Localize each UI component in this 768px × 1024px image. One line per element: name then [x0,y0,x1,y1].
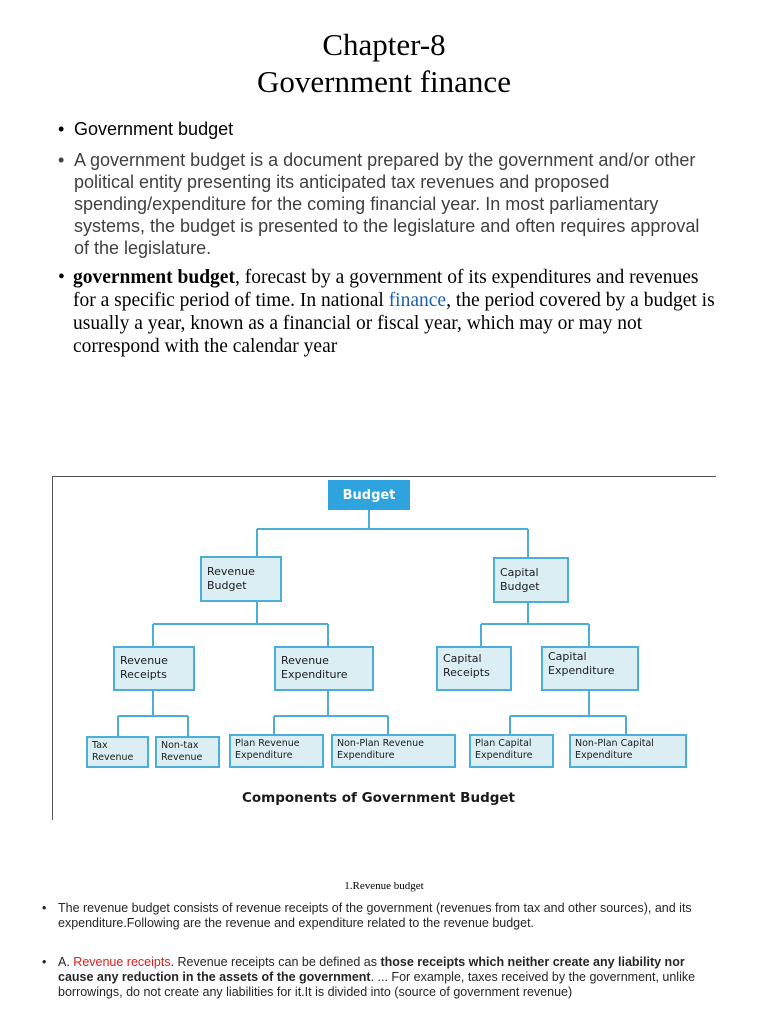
node-label: Non-tax Revenue [161,740,203,763]
node-label: Plan Revenue Expenditure [235,738,300,761]
bullet-budget-forecast [58,266,718,358]
bullet-revenue-budget [42,901,702,931]
node-label: Non-Plan Capital Expenditure [575,738,654,761]
diagram-caption: Components of Government Budget [242,790,516,806]
budget-tree-diagram [52,476,716,820]
node-revenue-expenditure [274,646,374,691]
bullet-dot: • [58,119,65,139]
node-plan-capital-expenditure [469,734,554,768]
finance-link[interactable]: finance [388,290,447,311]
section-heading: 1.Revenue budget [344,880,424,892]
node-label: Capital Budget [500,566,540,593]
node-tax-revenue [86,736,149,768]
node-label: Revenue Receipts [120,654,168,681]
bullet-government-budget [58,118,718,140]
highlighted-term: Revenue receipts [73,955,171,969]
node-label: Plan Capital Expenditure [475,738,533,761]
page-title [0,26,768,100]
node-label: Non-Plan Revenue Expenditure [337,738,424,761]
bullet-revenue-receipts [42,955,702,1000]
node-non-tax-revenue [155,736,220,768]
node-budget: Budget [328,480,410,510]
bullet-text: Government budget [74,119,234,139]
bullet-text [73,266,718,358]
node-label: Capital Expenditure [548,650,615,677]
bold-term: government budget [73,267,235,288]
bullet-dot: • [42,901,47,915]
bullet-dot: • [58,267,65,288]
bullet-budget-definition [58,149,718,259]
node-plan-revenue-expenditure [229,734,324,768]
node-revenue-budget [200,556,282,602]
node-capital-receipts [436,646,512,691]
bullet-text: A government budget is a document prepared by the government and/or other political entity presenting its anticipated tax revenues and proposed spending/expenditure for the coming financial year. In most parliamentary systems, the budget is presented to the legislature and often requires approval of the legislature. [74,150,700,258]
bullet-text: The revenue budget consists of revenue receipts of the government (revenues from tax and other sources), and its expenditure.Following are the revenue and expenditure related to the revenue budget. [58,901,692,930]
node-revenue-receipts [113,646,195,691]
node-capital-expenditure [541,646,639,691]
node-non-plan-capital-expenditure [569,734,687,768]
bullet-text [58,955,702,1000]
chapter-title: Government finance [257,64,511,99]
node-label: Revenue Budget [207,565,255,592]
bullet-dot: • [58,150,65,170]
node-label: Revenue Expenditure [281,654,348,681]
text-segment: A. [58,955,74,969]
bullet-dot: • [42,955,47,969]
text-segment: . ... For example, taxes received by the government, unlike borrowings, do not create any liabilities for it.It is divided into (source of government revenue) [58,970,696,999]
bold-definition: those receipts which neither create any liability nor cause any reduction in the assets of the government [58,955,685,984]
text-segment: , forecast by a government of its expenditures and revenues for a specific period of time. In national [73,267,699,311]
text-segment: . Revenue receipts can be defined as [170,955,381,969]
chapter-number: Chapter-8 [322,27,446,62]
node-label: Capital Receipts [443,652,490,679]
node-label: Tax Revenue [92,740,134,763]
node-capital-budget [493,557,569,603]
text-segment: , the period covered by a budget is usually a year, known as a financial or fiscal year, which may or may not correspond with the calendar year [73,290,715,357]
node-non-plan-revenue-expenditure [331,734,456,768]
